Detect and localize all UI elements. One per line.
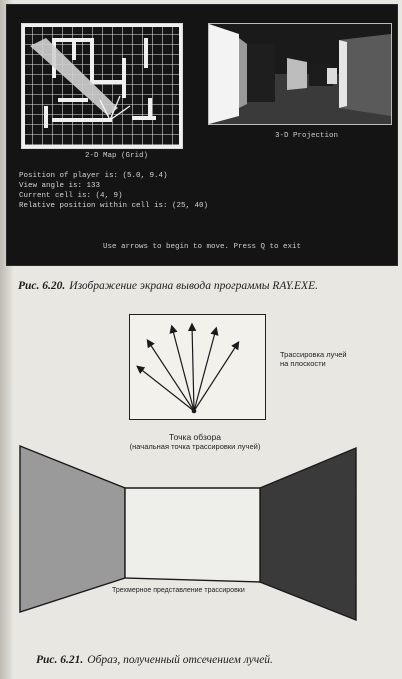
player-info bbox=[19, 171, 208, 211]
projection-label: 3-D Projection bbox=[275, 132, 339, 140]
projection-graphic bbox=[209, 24, 391, 124]
ray-3 bbox=[172, 327, 194, 411]
ray-tracing-plane-box bbox=[129, 314, 266, 420]
caption-621-text: Образ, полученный отсечением лучей. bbox=[87, 654, 273, 666]
right-wall bbox=[260, 448, 356, 620]
info-view-angle: View angle is: 133 bbox=[19, 182, 101, 190]
ray-1 bbox=[138, 367, 194, 411]
ray-fan-diagram bbox=[130, 315, 265, 419]
caption-620-number: Рис. 6.20. bbox=[18, 280, 66, 292]
info-position: Position of player is: (5.0, 9.4) bbox=[19, 172, 168, 180]
viewpoint-label: Точка обзора (начальная точка трассировки лучей) bbox=[129, 432, 261, 451]
ray-2 bbox=[148, 341, 194, 411]
ray-5 bbox=[194, 329, 216, 411]
corridor-label: Трехмерное представление трассировки bbox=[112, 587, 245, 594]
ray-6 bbox=[194, 343, 238, 411]
caption-figure-621 bbox=[36, 654, 273, 666]
map-grid-graphic bbox=[22, 24, 182, 148]
caption-620-text: Изображение экрана вывода программы RAY.EXE. bbox=[69, 280, 318, 292]
projection-panel bbox=[208, 23, 392, 125]
ray-4 bbox=[192, 325, 194, 411]
controls-hint: Use arrows to begin to move. Press Q to exit bbox=[102, 243, 302, 251]
program-screen-figure bbox=[6, 4, 398, 266]
map-grid-panel bbox=[21, 23, 183, 149]
info-current-cell: Current cell is: (4, 9) bbox=[19, 192, 123, 200]
caption-figure-620 bbox=[18, 280, 318, 292]
far-wall bbox=[125, 488, 260, 582]
viewpoint-dot bbox=[192, 409, 197, 414]
ray-tracing-label: Трассировка лучей на плоскости bbox=[280, 350, 347, 368]
corridor-3d-diagram bbox=[10, 432, 362, 624]
caption-621-number: Рис. 6.21. bbox=[36, 654, 84, 666]
info-relative-position: Relative position within cell is: (25, 40) bbox=[19, 202, 209, 210]
left-wall bbox=[20, 446, 125, 612]
map-label: 2-D Map (Grid) bbox=[85, 152, 149, 160]
